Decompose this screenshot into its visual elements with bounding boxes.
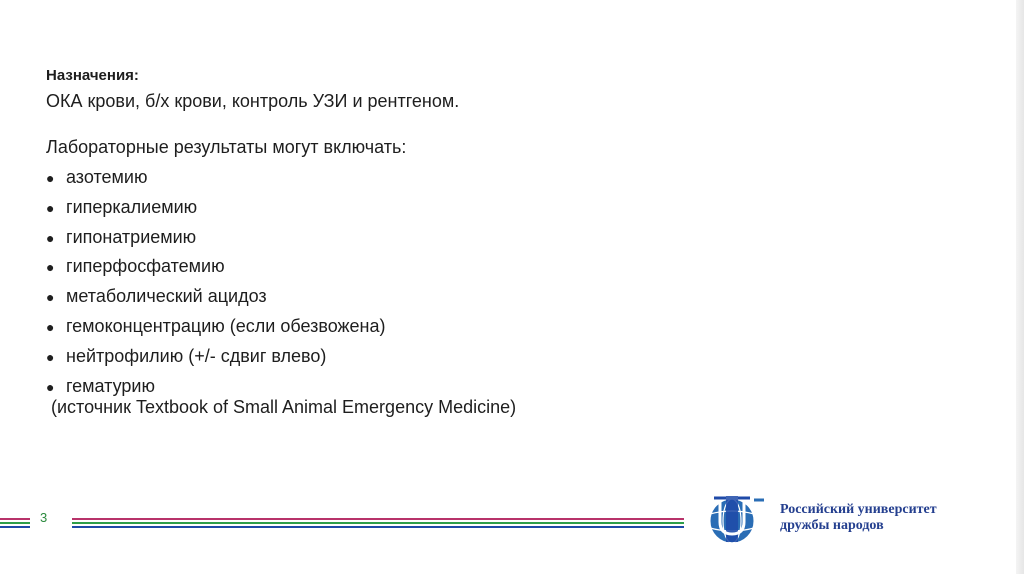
list-item-text: гипонатриемию <box>66 226 197 247</box>
bullet-icon: ● <box>46 170 55 186</box>
list-item <box>46 342 846 372</box>
list-item-text: нейтрофилию (+/- сдвиг влево) <box>66 345 327 366</box>
university-name <box>780 502 937 534</box>
bullet-icon: ● <box>46 378 55 395</box>
globe-logo-icon <box>706 492 768 548</box>
list-item-text: метаболический ацидоз <box>66 286 267 307</box>
bullet-icon: ● <box>46 348 55 365</box>
list-item-text: гематурию <box>66 375 155 396</box>
bullet-icon: ● <box>46 259 55 276</box>
list-item <box>46 312 846 342</box>
university-name-line-1: Российский университет <box>780 502 937 517</box>
slide-content <box>46 66 846 419</box>
footer-stripe-left-1 <box>0 518 30 520</box>
heading: Назначения: <box>46 67 139 84</box>
prescription-text: ОКА крови, б/х крови, контроль УЗИ и рентгеном. <box>46 91 460 111</box>
list-item <box>46 163 846 193</box>
lab-results-list <box>46 163 846 401</box>
list-item <box>46 252 846 282</box>
lab-results-intro: Лабораторные результаты могут включать: <box>46 137 407 157</box>
footer-stripe-3 <box>72 526 684 528</box>
list-item-text: гемоконцентрацию (если обезвожена) <box>66 315 386 336</box>
bullet-icon: ● <box>46 199 55 216</box>
list-item <box>46 223 846 253</box>
list-item <box>46 282 846 312</box>
slide-edge-shadow <box>1016 0 1024 574</box>
list-item-text: гиперкалиемию <box>66 196 198 217</box>
page-number: 3 <box>40 510 48 525</box>
list-item-text: азотемию <box>66 167 148 187</box>
bullet-icon: ● <box>46 229 55 246</box>
footer-stripe-1 <box>72 518 684 520</box>
list-item <box>46 193 846 223</box>
footer-stripe-2 <box>72 522 684 524</box>
list-item-text: гиперфосфатемию <box>66 256 225 277</box>
bullet-icon: ● <box>46 289 55 306</box>
footer-stripe-left-3 <box>0 526 30 528</box>
university-logo <box>706 492 986 548</box>
footer-stripe-left-2 <box>0 522 30 524</box>
bullet-icon: ● <box>46 318 55 335</box>
university-name-line-2: дружбы народов <box>780 518 884 533</box>
source-citation: (источник Textbook of Small Animal Emergency Medicine) <box>51 397 517 418</box>
